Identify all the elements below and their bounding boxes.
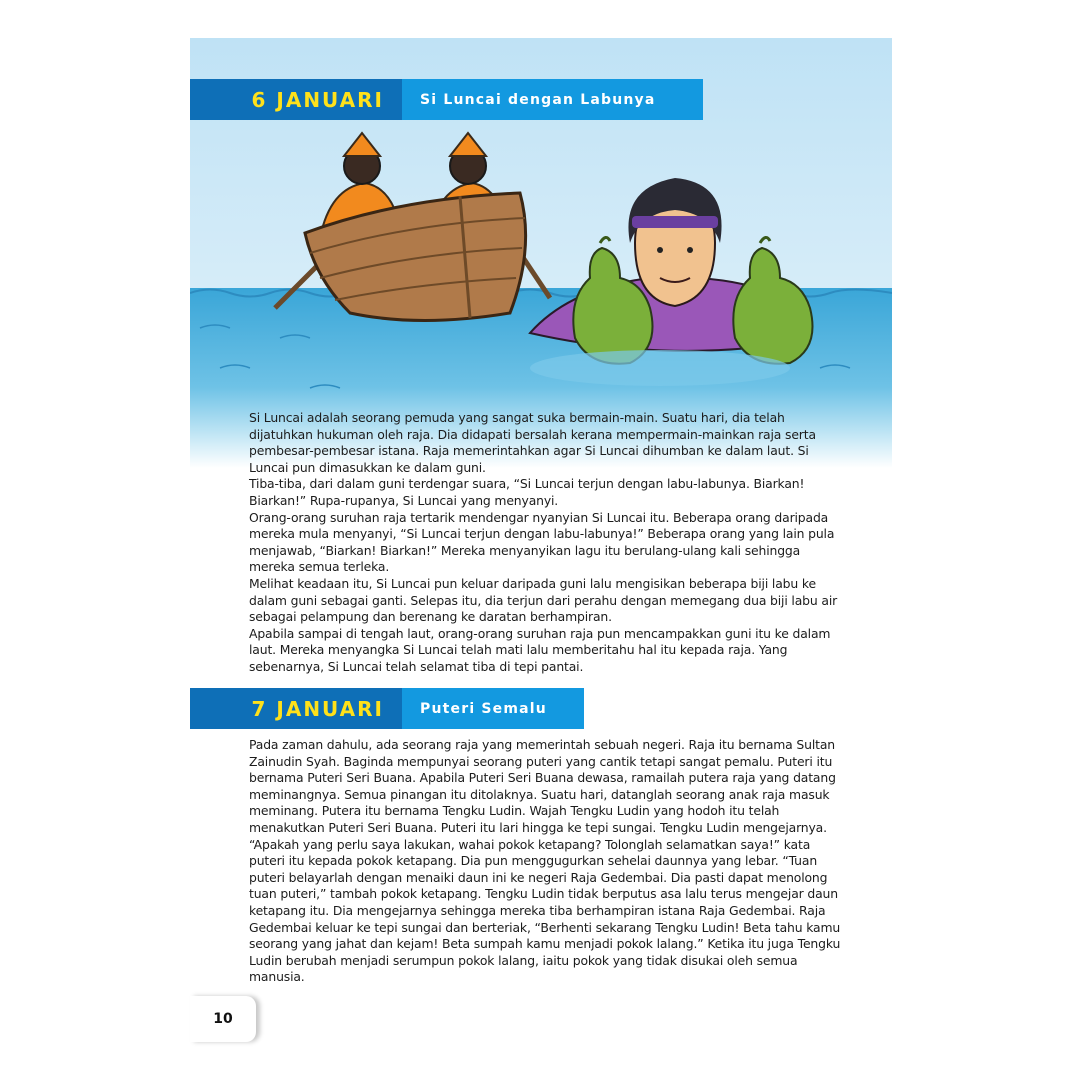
story-title: Puteri Semalu	[402, 688, 584, 729]
paragraph: Apabila sampai di tengah laut, orang-orang suruhan raja pun mencampakkan guni itu ke dalam laut. Mereka menyangka Si Luncai telah mati lalu memberitahu hal itu kepada raja. Yang sebenarnya, Si Luncai telah selamat tiba di tepi pantai.	[249, 625, 831, 674]
story-header-6-januari	[190, 79, 703, 120]
story-text-si-luncai	[249, 410, 849, 676]
paragraph: Orang-orang suruhan raja tertarik mendengar nyanyian Si Luncai itu. Beberapa orang daripada mereka mula menyanyi, “Si Luncai terjun dengan labu-labunya!” Beberapa orang yang lain pula menjawab, “Biarkan! Biarkan!” Mereka menyanyikan lagu itu berulang-ulang kali sehingga mereka semua terleka.	[249, 509, 835, 575]
page-number: 10	[190, 996, 256, 1042]
paragraph: Pada zaman dahulu, ada seorang raja yang memerintah sebuah negeri. Raja itu bernama Sultan Zainudin Syah. Baginda mempunyai seorang puteri yang cantik tetapi sangat pemalu. Puteri itu bernama Puteri Seri Buana. Apabila Puteri Seri Buana dewasa, ramailah putera raja yang datang meminangnya. Semua pinangan itu ditolaknya. Suatu hari, datanglah seorang anak raja masuk meminang. Putera itu bernama Tengku Ludin. Wajah Tengku Ludin yang hodoh itu telah menakutkan Puteri Seri Buana. Puteri itu lari hingga ke tepi sungai. Tengku Ludin mengejarnya. “Apakah yang perlu saya lakukan, wahai pokok ketapang? Tolonglah selamatkan saya!” kata puteri itu kepada pokok ketapang. Dia pun menggugurkan sehelai daunnya yang lebar. “Tuan puteri belayarlah dengan menaiki daun ini ke negeri Raja Gedembai. Dia pasti dapat menolong tuan puteri,” tambah pokok ketapang. Tengku Ludin tidak berputus asa lalu terus mengejar daun ketapang itu. Dia mengejarnya sehingga mereka tiba berhampiran istana Raja Gedembai. Raja Gedembai keluar ke tepi sungai dan berteriak, “Berhenti sekarang Tengku Ludin! Beta tahu kamu seorang yang jahat dan kejam! Beta sumpah kamu menjadi pokok lalang.” Ketika itu juga Tengku Ludin berubah menjadi serumpun pokok lalang, iaitu pokok yang tidak disukai oleh semua manusia.	[249, 737, 841, 985]
paragraph: Melihat keadaan itu, Si Luncai pun keluar daripada guni lalu mengisikan beberapa biji labu ke dalam guni sebagai ganti. Selepas itu, dia terjun dari perahu dengan memegang dua biji labu air sebagai pelampung dan berenang ke daratan berhampiran.	[249, 575, 838, 625]
paragraph: Tiba-tiba, dari dalam guni terdengar suara, “Si Luncai terjun dengan labu-labunya. Biarkan! Biarkan!” Rupa-rupanya, Si Luncai yang menyanyi.	[249, 476, 805, 508]
paragraph: Si Luncai adalah seorang pemuda yang sangat suka bermain-main. Suatu hari, dia telah dijatuhkan hukuman oleh raja. Dia didapati bersalah kerana mempermain-mainkan raja serta pembesar-pembesar istana. Raja memerintahkan agar Si Luncai dihumban ke dalam laut. Si Luncai pun dimasukkan ke dalam guni.	[249, 410, 816, 475]
story-header-7-januari	[190, 688, 584, 729]
story-date: 7 JANUARI	[190, 688, 402, 729]
story-date: 6 JANUARI	[190, 79, 402, 120]
story-title: Si Luncai dengan Labunya	[402, 79, 703, 120]
story-text-puteri-semalu	[249, 737, 849, 986]
